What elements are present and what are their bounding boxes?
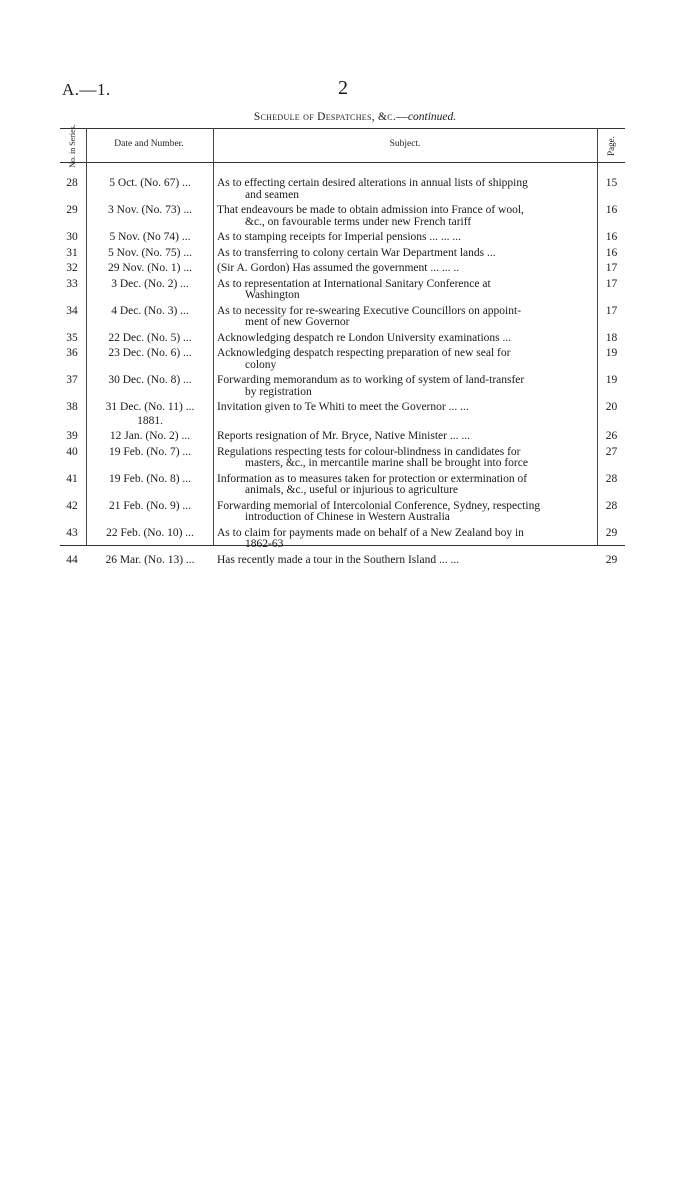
date-and-number: 5 Oct. (No. 67) ... bbox=[109, 177, 191, 189]
subject-line: As to effecting certain desired alterations in annual lists of shipping bbox=[217, 177, 528, 189]
schedule-title-continued: continued. bbox=[407, 111, 457, 123]
series-number: 28 bbox=[66, 177, 78, 189]
subject bbox=[217, 431, 597, 443]
date-and-number: 12 Jan. (No. 2) ... bbox=[109, 430, 191, 442]
subject-line: As to stamping receipts for Imperial pensions ... ... ... bbox=[217, 231, 462, 243]
header-page bbox=[598, 130, 625, 160]
page-reference: 17 bbox=[605, 304, 618, 317]
series-number: 29 bbox=[66, 204, 78, 216]
page-reference: 16 bbox=[605, 246, 618, 259]
date-and-number: 22 Feb. (No. 10) ... bbox=[106, 526, 194, 539]
series-number: 34 bbox=[66, 304, 78, 317]
page-reference: 28 bbox=[605, 472, 618, 485]
subject bbox=[217, 447, 597, 470]
date-and-number: 29 Nov. (No. 1) ... bbox=[108, 262, 192, 274]
subject bbox=[217, 248, 597, 260]
subject bbox=[217, 501, 597, 524]
column-divider bbox=[86, 128, 87, 546]
subject bbox=[217, 474, 597, 497]
date-and-number: 30 Dec. (No. 8) ... bbox=[108, 374, 192, 386]
subject bbox=[217, 263, 597, 275]
page-reference: 19 bbox=[605, 374, 618, 386]
subject-line: As to necessity for re-swearing Executive Councillors on appoint- bbox=[217, 304, 522, 317]
date-and-number: 23 Dec. (No. 6) ... bbox=[108, 347, 192, 359]
subject-line: Acknowledging despatch respecting preparation of new seal for bbox=[217, 347, 511, 359]
despatch-schedule-table bbox=[60, 124, 625, 566]
document-reference: A.—1. bbox=[62, 80, 111, 99]
subject-continuation: and seamen bbox=[245, 188, 299, 201]
subject-continuation: by registration bbox=[245, 385, 312, 398]
page-reference: 18 bbox=[605, 331, 618, 344]
header-rule bbox=[60, 162, 625, 163]
date-and-number: 5 Nov. (No. 75) ... bbox=[108, 246, 192, 259]
series-number: 42 bbox=[66, 499, 78, 512]
subject-line: That endeavours be made to obtain admission into France of wool, bbox=[217, 204, 524, 216]
header-no-in-series bbox=[60, 124, 86, 168]
series-number: 38 bbox=[66, 401, 78, 413]
subject-line: Forwarding memorial of Intercolonial Conference, Sydney, respecting bbox=[217, 499, 541, 512]
series-number: 43 bbox=[66, 526, 78, 539]
page-reference: 26 bbox=[605, 430, 618, 442]
page-reference: 16 bbox=[605, 231, 618, 243]
series-number: 39 bbox=[66, 430, 78, 442]
subject bbox=[217, 555, 597, 567]
series-number: 41 bbox=[66, 472, 78, 485]
subject-line: Forwarding memorandum as to working of system of land-transfer bbox=[217, 374, 525, 386]
subject bbox=[217, 348, 597, 371]
subject bbox=[217, 402, 597, 414]
page-reference: 29 bbox=[605, 526, 618, 539]
header-page-label: Page. bbox=[606, 136, 616, 156]
subject-line: Acknowledging despatch re London University examinations ... bbox=[217, 331, 512, 344]
date-and-number: 21 Feb. (No. 9) ... bbox=[108, 499, 192, 512]
date-and-number: 3 Nov. (No. 73) ... bbox=[108, 204, 192, 216]
subject-line: Information as to measures taken for protection or extermination of bbox=[217, 472, 528, 485]
subject-line: As to representation at International Sanitary Conference at bbox=[217, 277, 491, 290]
column-divider bbox=[213, 128, 214, 546]
subject-continuation: masters, &c., in mercantile marine shall be brought into force bbox=[245, 457, 528, 469]
subject-line: As to transferring to colony certain War Department lands ... bbox=[217, 246, 496, 259]
date-and-number: 3 Dec. (No. 2) ... bbox=[111, 277, 189, 290]
series-number: 32 bbox=[66, 262, 78, 274]
subject-line: Reports resignation of Mr. Bryce, Native Minister ... ... bbox=[217, 430, 470, 442]
series-number: 30 bbox=[66, 231, 78, 243]
header-date-and-number: Date and Number. bbox=[114, 139, 184, 149]
series-number: 35 bbox=[66, 331, 78, 344]
year-label: 1881. bbox=[137, 414, 163, 427]
subject bbox=[217, 279, 597, 302]
page-reference: 16 bbox=[605, 204, 618, 216]
subject-continuation: 1862-63 bbox=[245, 538, 284, 550]
series-number: 33 bbox=[66, 277, 78, 290]
subject-continuation: animals, &c., useful or injurious to agriculture bbox=[245, 484, 459, 496]
series-number: 40 bbox=[66, 445, 78, 458]
header-subject: Subject. bbox=[389, 139, 421, 149]
subject-continuation: introduction of Chinese in Western Australia bbox=[245, 511, 450, 523]
subject bbox=[217, 178, 597, 201]
subject-continuation: ment of new Governor bbox=[245, 316, 350, 328]
page-reference: 27 bbox=[605, 445, 618, 458]
page-number: 2 bbox=[338, 77, 348, 99]
series-number: 31 bbox=[66, 246, 78, 259]
header-no-label: No. in Series. bbox=[68, 124, 77, 168]
series-number: 37 bbox=[66, 374, 78, 386]
subject bbox=[217, 205, 597, 228]
subject-continuation: &c., on favourable terms under new French tariff bbox=[245, 215, 472, 228]
subject bbox=[217, 375, 597, 398]
page-reference: 28 bbox=[605, 499, 618, 512]
date-and-number: 4 Dec. (No. 3) ... bbox=[111, 304, 189, 317]
subject-line: Regulations respecting tests for colour-blindness in candidates for bbox=[217, 445, 521, 458]
page-reference: 20 bbox=[605, 401, 618, 413]
schedule-title bbox=[210, 111, 500, 123]
series-number: 44 bbox=[66, 553, 78, 566]
subject-continuation: Washington bbox=[245, 289, 300, 301]
table-top-rule bbox=[60, 128, 625, 129]
subject-line: As to claim for payments made on behalf of a New Zealand boy in bbox=[217, 526, 524, 539]
page-reference: 29 bbox=[605, 553, 618, 566]
date-and-number: 31 Dec. (No. 11) ... bbox=[105, 401, 195, 413]
series-number: 36 bbox=[66, 347, 78, 359]
date-and-number: 19 Feb. (No. 7) ... bbox=[108, 445, 192, 458]
subject-line: Has recently made a tour in the Southern Island ... ... bbox=[217, 553, 460, 566]
subject-line: Invitation given to Te Whiti to meet the Governor ... ... bbox=[217, 401, 469, 413]
date-and-number: 5 Nov. (No 74) ... bbox=[109, 231, 191, 243]
subject bbox=[217, 528, 597, 551]
date-and-number: 26 Mar. (No. 13) ... bbox=[105, 553, 195, 566]
page-reference: 19 bbox=[605, 347, 618, 359]
schedule-title-main: Schedule of Despatches, &c.— bbox=[253, 111, 408, 123]
date-and-number: 22 Dec. (No. 5) ... bbox=[108, 331, 192, 344]
date-and-number: 19 Feb. (No. 8) ... bbox=[108, 472, 192, 485]
subject-line: (Sir A. Gordon) Has assumed the government ... ... .. bbox=[217, 262, 460, 274]
page-reference: 17 bbox=[605, 277, 618, 290]
subject bbox=[217, 306, 597, 329]
subject-continuation: colony bbox=[245, 358, 277, 371]
subject bbox=[217, 232, 597, 244]
page-reference: 15 bbox=[605, 177, 618, 189]
subject bbox=[217, 333, 597, 345]
page-reference: 17 bbox=[605, 262, 618, 274]
